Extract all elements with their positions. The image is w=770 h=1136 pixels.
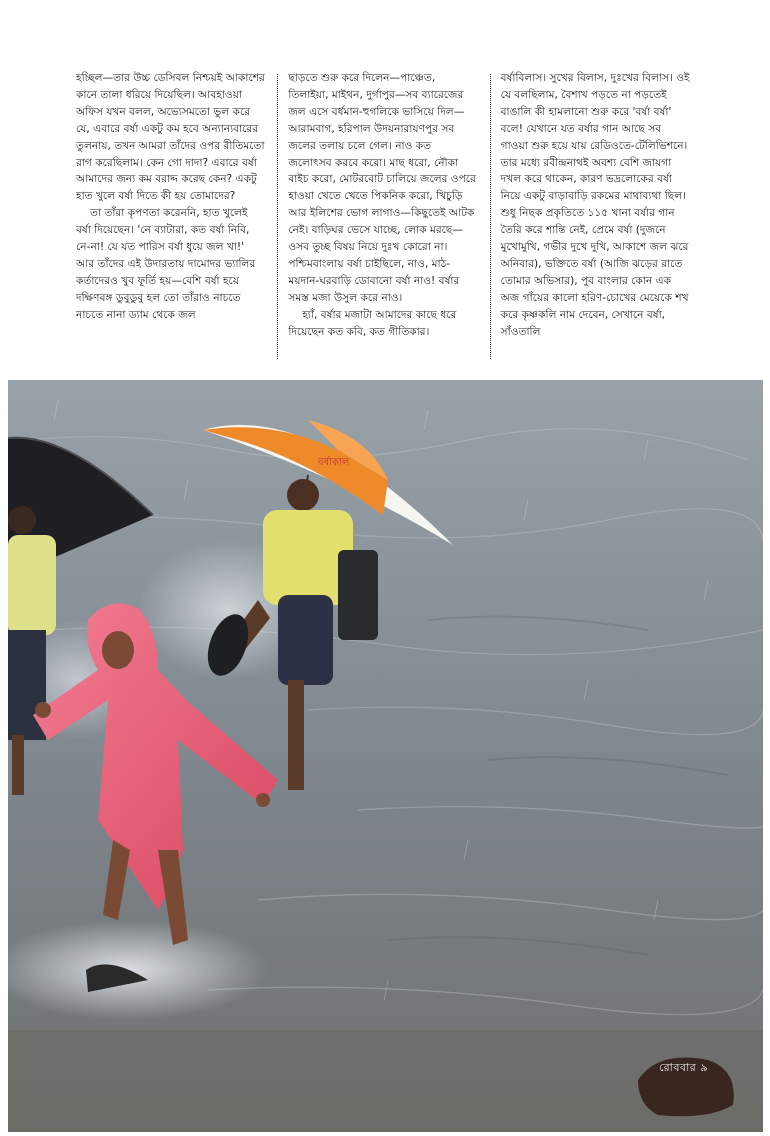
paragraph: হচ্ছিল—তার উচ্চ ডেসিবল নিশ্চয়ই আকাশের কানে তালা ধরিয়ে দিয়েছিল। আবহাওয়া অফিস যখন বলল, অভ্যেসমতো ভুল করে যে, এবারে বর্ষা একটু কম হবে অন্যান্যবারের তুলনায়, তখন আমরা তাঁদের ওপর রীতিমতো রাগ করেছিলাম। কেন গো দাদা? এবারে বর্ষা আমাদের জন্য কম বরাদ্দ করেছ কেন? একটু হাত খুলে বর্ষা দিতে কী হয় তোমাদের? (76, 72, 265, 203)
paragraph: ছাড়তে শুরু করে দিলেন—পাঞ্চেত, তিলাইয়া, মাইথন, দুর্গাপুর—সব ব্যারেজের জল এসে বর্ধমান-হুগলিকে ভাসিয়ে দিল—আরামবাগ, হরিপাল উদয়নারায়ণপুর সব জলের তলায় চলে গেল। নাও কত জলোৎসব করবে করো। মাছ ধরো, নৌকা বাইচ করো, মোটরবোট চালিয়ে জলের ওপরে হাওয়া খেতে খেতে পিকনিক করো, খিচুড়ি আর ইলিশের ভোগ লাগাও—কিছুতেই আটক নেই। বাড়িঘর ভেসে যাচ্ছে, লোক মরছে—ওসব তুচ্ছ বিষয় নিয়ে দুঃখ কোরো না। পশ্চিমবাংলায় বর্ষা চাইছিলে, নাও, মাঠ-ময়দান-ঘরবাড়ি ডোবানো বর্ষা নাও! বর্ষার সমস্ত মজা উসুল করে নাও। (288, 72, 476, 304)
photo-illustration (8, 380, 763, 1132)
umbrella-text: বর্ষাকাল (318, 457, 350, 468)
column-divider (277, 74, 278, 359)
article-column-2 (284, 70, 489, 365)
article-column-3 (497, 70, 702, 365)
page-number-label: রোববার ৯ (659, 1061, 708, 1074)
paragraph: হ্যাঁ, বর্ষার মজাটা আমাদের কাছে ধরে দিয়েছেন কত কবি, কত গীতিকার। (288, 308, 457, 338)
article-column-1 (72, 70, 277, 365)
paragraph: তা তাঁরা কৃপণতা করেননি, হাত খুলেই বর্ষা দিয়েছেন। 'নে ব্যাটারা, কত বর্ষা নিবি, নে-না! যে যত পারিস বর্ষা ধুয়ে জল খা!' আর তাঁদের এই উদারতায় দামোদর ভ্যালির কর্তাদেরও খুব ফূর্তি হয়—বেশি বর্ষা হয়ে দক্ষিণবঙ্গ ডুবুডুবু হল তো তাঁরাও নাচতে নাচতে নানা ড্যাম থেকে জল (76, 207, 256, 321)
rain-photo (8, 380, 763, 1132)
column-divider (490, 74, 491, 359)
article-text (72, 70, 702, 365)
paragraph: বর্ষাবিলাস। সুখের বিলাস, দুঃখের বিলাস। ওই যে বলছিলাম, বৈশাখ পড়তে না পড়তেই বাঙালি কী হামলানো শুরু করে 'বর্ষা বর্ষা' বলে! যেখানে যত বর্ষার গান আছে সব গাওয়া শুরু হয়ে যায় রেডিওতে-টেলিভিশনে। তার মধ্যে রবীন্দ্রনাথই অবশ্য বেশি জায়গা দখল করে থাকেন, কারণ ভদ্রলোকের বর্ষা নিয়ে একটু বাড়াবাড়ি রকমের মাথাব্যথা ছিল। শুধু নিছক প্রকৃতিতে ১১৫ খানা বর্ষার গান তৈরি করে শান্তি নেই, প্রেমে বর্ষা (দুজনে মুখোমুখি, গভীর দুখে দুখি, আকাশে জল ঝরে অনিবার), ভক্তিতে বর্ষা (আজি ঝড়ের রাতে তোমার অভিসার), পুব বাংলার কোন এক অজ গাঁয়ের কালো হরিণ-চোখের মেয়েকে শখ করে কৃষ্ণকলি নাম দেবেন, সেখানে বর্ষা, সাঁওতালি (500, 72, 690, 338)
